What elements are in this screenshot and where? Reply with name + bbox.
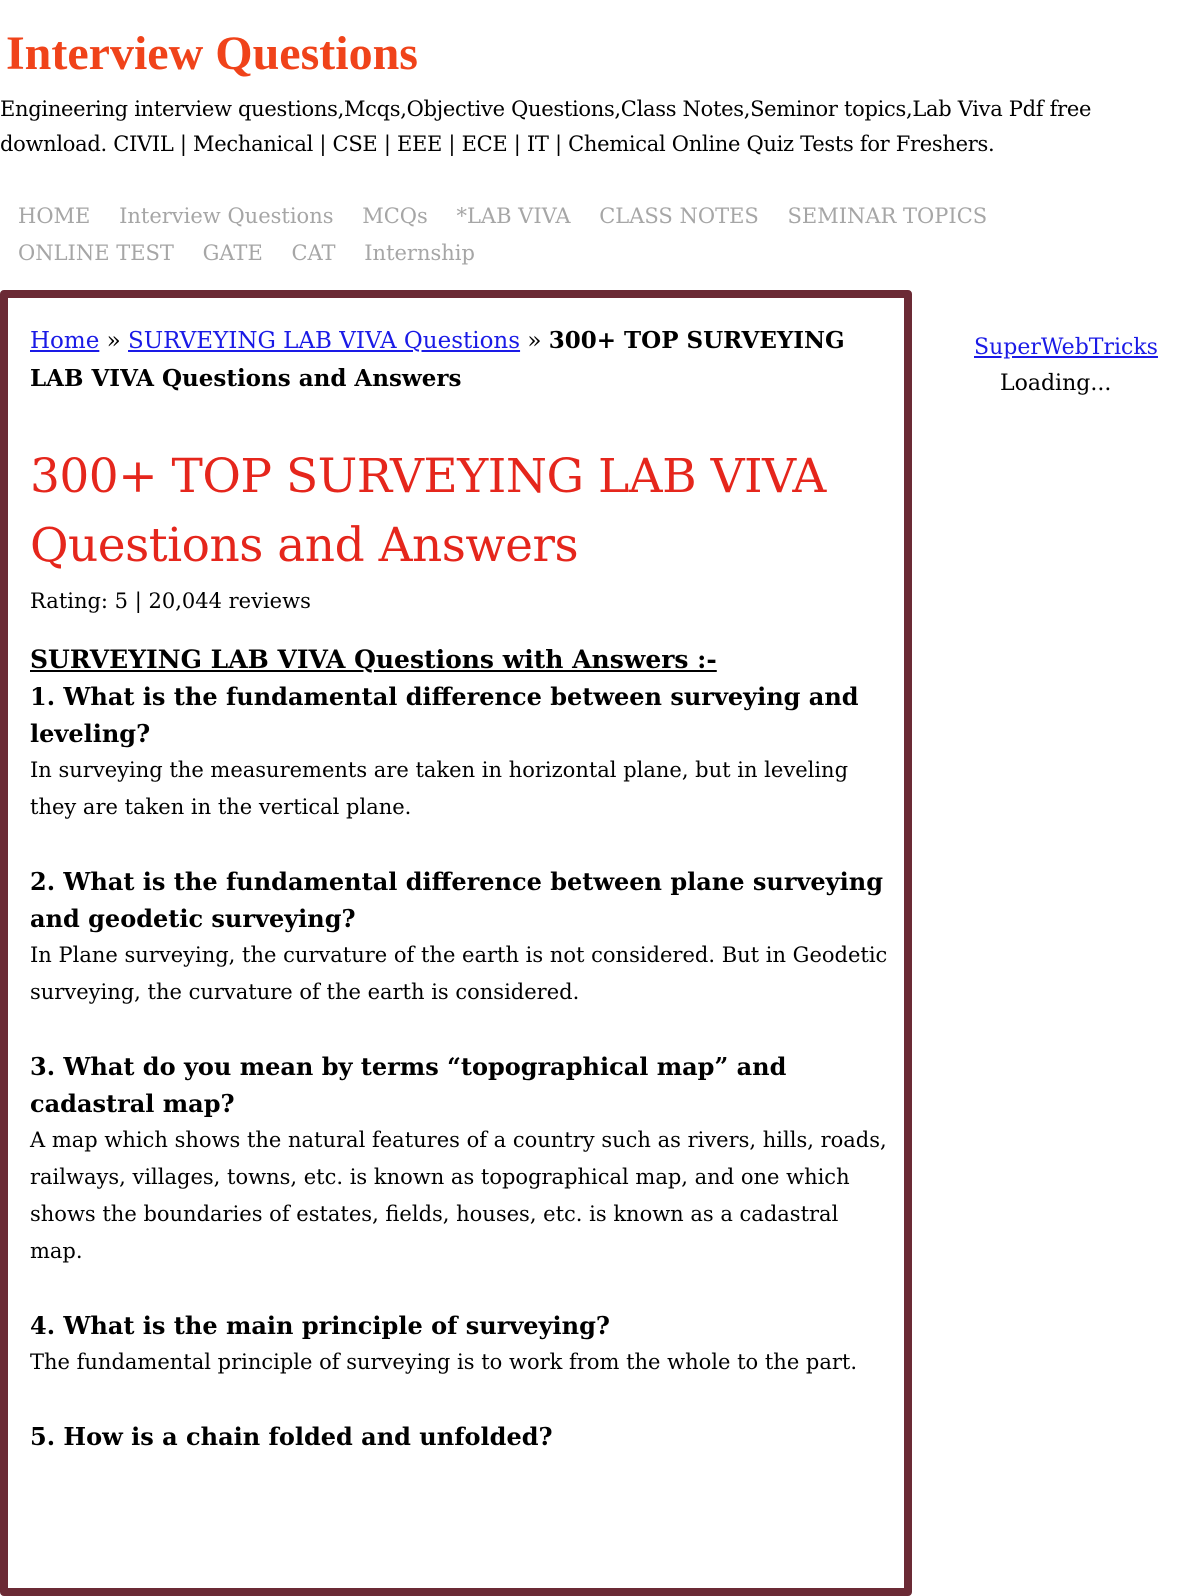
question: 5. How is a chain folded and unfolded? <box>30 1422 553 1451</box>
main-nav <box>18 198 1078 272</box>
breadcrumb-separator: » <box>520 328 549 354</box>
site-tagline: Engineering interview questions,Mcqs,Objective Questions,Class Notes,Seminor topics,Lab Viva Pdf free download. CIVIL | Mechanical | CSE | EEE | ECE | IT | Chemical Online Quiz Tests for Freshers. <box>0 97 1092 156</box>
sidebar-superwebtricks-link[interactable]: SuperWebTricks <box>974 335 1158 360</box>
question: 3. What do you mean by terms “topographical map” and cadastral map? <box>30 1052 787 1118</box>
nav-item-home[interactable]: HOME <box>18 204 91 228</box>
qa-item <box>30 678 888 826</box>
answer: A map which shows the natural features of a country such as rivers, hills, roads, railways, villages, towns, etc. is known as topographical map, and one which shows the boundaries of estates, fields, houses, etc. is known as a cadastral map. <box>30 1128 887 1263</box>
nav-item-seminar-topics[interactable]: SEMINAR TOPICS <box>787 204 988 228</box>
nav-item-online-test[interactable]: ONLINE TEST <box>18 241 174 265</box>
post-body <box>30 322 888 1455</box>
site-title[interactable]: Interview Questions <box>6 27 418 80</box>
breadcrumb-separator: » <box>99 328 129 354</box>
nav-item-cat[interactable]: CAT <box>291 241 336 265</box>
breadcrumb-home-link[interactable]: Home <box>30 328 100 354</box>
breadcrumb <box>30 322 888 398</box>
question: 4. What is the main principle of surveying? <box>30 1311 610 1340</box>
rating: Rating: 5 | 20,044 reviews <box>30 589 311 613</box>
nav-item-mcqs[interactable]: MCQs <box>362 204 428 228</box>
section-heading: SURVEYING LAB VIVA Questions with Answers :- <box>30 645 717 674</box>
nav-item-class-notes[interactable]: CLASS NOTES <box>599 204 759 228</box>
question: 2. What is the fundamental difference between plane surveying and geodetic surveying? <box>30 867 883 933</box>
post-title: 300+ TOP SURVEYING LAB VIVA Questions and Answers <box>30 449 826 573</box>
nav-item-lab-viva[interactable]: *LAB VIVA <box>456 204 571 228</box>
answer: In Plane surveying, the curvature of the earth is not considered. But in Geodetic surveying, the curvature of the earth is considered. <box>30 943 888 1004</box>
main-content <box>0 290 912 1596</box>
qa-item <box>30 1418 888 1455</box>
breadcrumb-category-link[interactable]: SURVEYING LAB VIVA Questions <box>128 328 521 354</box>
nav-item-internship[interactable]: Internship <box>364 241 475 265</box>
answer: In surveying the measurements are taken in horizontal plane, but in leveling they are taken in the vertical plane. <box>30 758 849 819</box>
nav-item-gate[interactable]: GATE <box>202 241 263 265</box>
sidebar <box>974 330 1174 402</box>
question: 1. What is the fundamental difference between surveying and leveling? <box>30 682 859 748</box>
qa-item <box>30 1307 888 1381</box>
qa-item <box>30 1048 888 1270</box>
sidebar-loading-text: Loading... <box>1000 371 1112 396</box>
qa-item <box>30 863 888 1011</box>
breadcrumb-current: 300+ TOP SURVEYING LAB VIVA Questions and Answers <box>30 327 845 392</box>
nav-item-interview-questions[interactable]: Interview Questions <box>119 204 334 228</box>
answer: The fundamental principle of surveying is to work from the whole to the part. <box>30 1350 858 1374</box>
